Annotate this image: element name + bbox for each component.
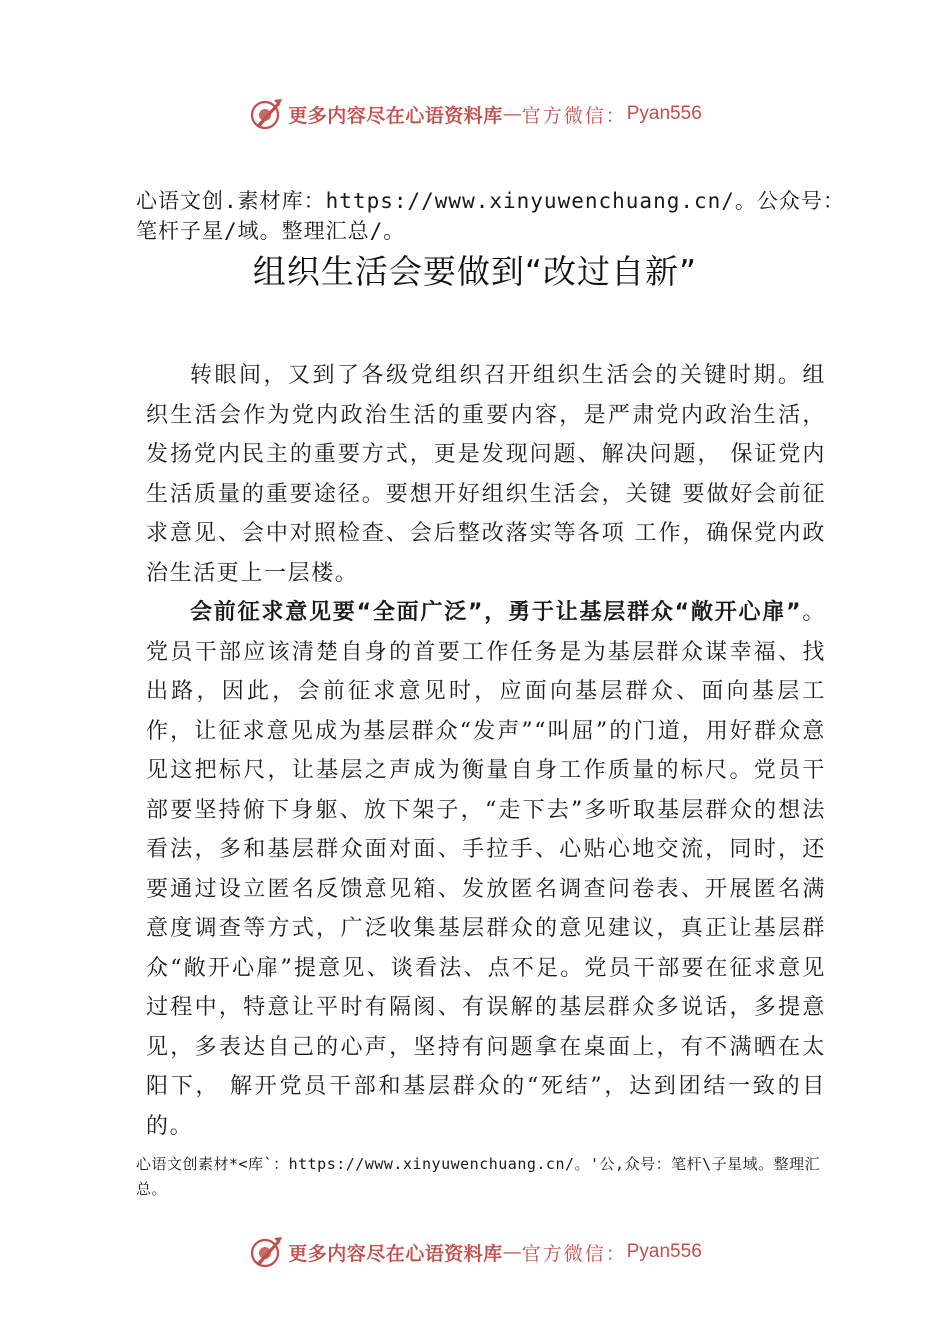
banner-dash: — — [502, 103, 522, 125]
top-banner — [0, 92, 950, 136]
banner-wechat-id: Pyan556 — [626, 103, 702, 124]
paragraph-body: 。党员干部应该清楚自身的首要工作任务是为基层群众谋幸福、找出路，因此，会前征求意见时，应面向基层群众、面向基层工作，让征求意见成为基层群众“发声”“叫屈”的门道，用好群众意见这把标尺，让基层之声成为衡量自身工作质量的标尺。党员干部要坚持俯下身躯、放下架子，“走下去”多听取基层群众的想法看法，多和基层群众面对面、手拉手、心贴心地交流，同时，还要通过设立匿名反馈意见箱、发放匿名调查问卷表、开展匿名满意度调查等方式，广泛收集基层群众的意见建议，真正让基层群众“敞开心扉”提意见、谈看法、点不足。党员干部要在征求意见过程中，特意让平时有隔阂、有误解的基层群众多说话，多提意见，多表达自己的心声，坚持有问题拿在桌面上，有不满晒在太阳下， 解开党员干部和基层群众的“死结”，达到团结一致的目的。 — [146, 600, 826, 1139]
bottom-banner — [0, 1230, 950, 1274]
paragraph-intro: 转眼间，又到了各级党组织召开组织生活会的关键时期。组织生活会作为党内政治生活的重要内容，是严肃党内政治生活，发扬党内民主的重要方式，更是发现问题、解决问题， 保证党内生活质量的重要途径。要想开好组织生活会，关键 要做好会前征求意见、会中对照检查、会后整改落实等各项 工作，确保党内政治生活更上一层楼。 — [146, 363, 826, 586]
banner-dash: — — [502, 1241, 522, 1263]
document-title: 组织生活会要做到“改过自新” — [252, 252, 698, 291]
footer-source-note: 心语文创素材*<库`：https://www.xinyuwenchuang.cn/。'公,众号：笔杆\子星域。整理汇总。 — [136, 1155, 821, 1198]
banner-wechat-label: 官方微信： — [521, 104, 627, 127]
paragraph-lead: 会前征求意见要“全面广泛”，勇于让基层群众“敞开心扉” — [190, 600, 803, 625]
banner-red-text: 更多内容尽在心语资料库 — [288, 1242, 503, 1265]
banner-wechat-id: Pyan556 — [626, 1241, 702, 1262]
quill-logo-icon — [248, 1234, 284, 1270]
banner-red-text: 更多内容尽在心语资料库 — [288, 104, 503, 127]
banner-wechat-label: 官方微信： — [521, 1242, 627, 1265]
paragraph-pre-meeting — [146, 593, 826, 1146]
document-body — [146, 356, 826, 1146]
quill-logo-icon — [248, 96, 284, 132]
header-source-note: 心语文创.素材库：https://www.xinyuwenchuang.cn/。公众号：笔杆子星/域。整理汇总/。 — [136, 189, 845, 243]
